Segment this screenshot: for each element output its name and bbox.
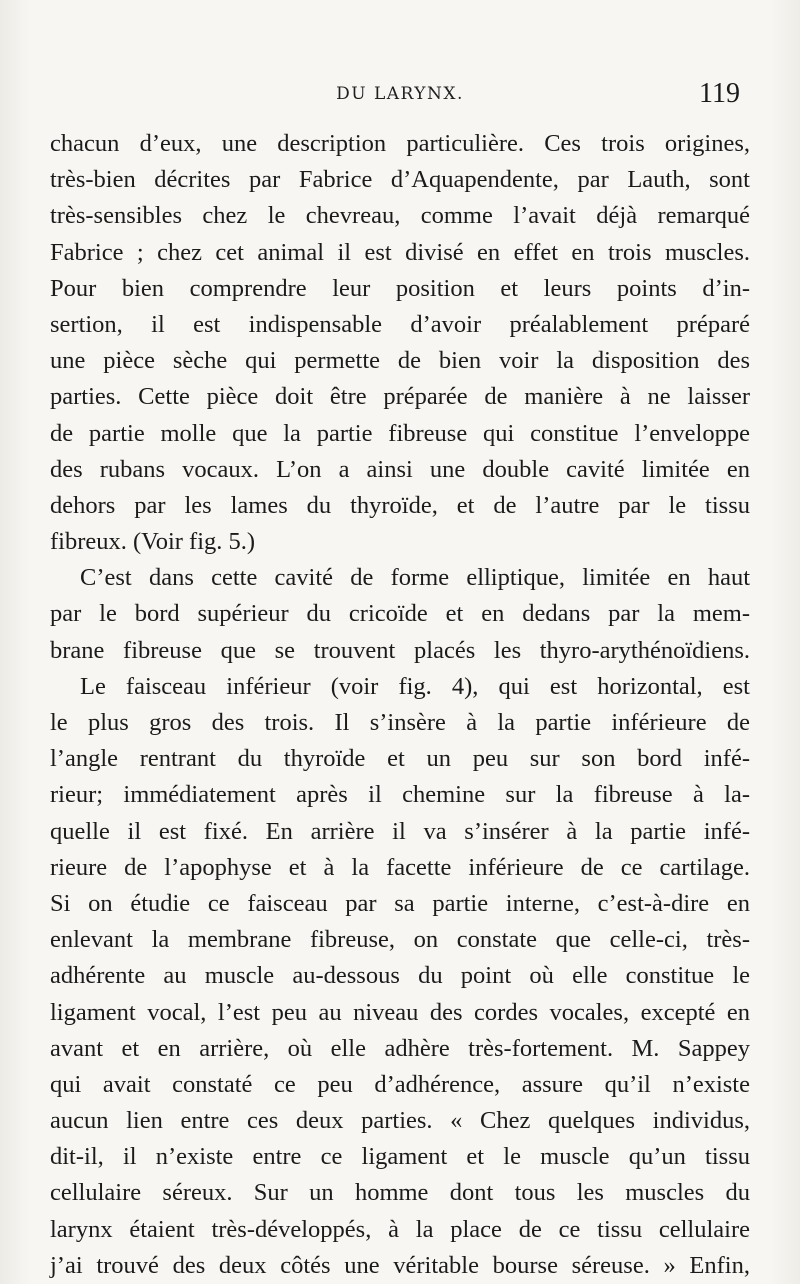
text-line: aucun lien entre ces deux parties. « Chez quelques individus, <box>50 1107 750 1135</box>
text-line: Si on étudie ce faisceau par sa partie interne, c’est-à-dire en <box>50 889 750 917</box>
text-line: rieure de l’apophyse et à la facette inférieure de ce cartilage. <box>50 853 750 881</box>
text-line: l’angle rentrant du thyroïde et un peu sur son bord infé- <box>50 745 750 773</box>
text-line: fibreux. (Voir fig. 5.) <box>50 528 256 556</box>
text-line: Le faisceau inférieur (voir fig. 4), qui est horizontal, est <box>80 672 750 700</box>
text-line: dehors par les lames du thyroïde, et de l’autre par le tissu <box>50 491 750 519</box>
text-line: très-bien décrites par Fabrice d’Aquapendente, par Lauth, sont <box>50 166 750 194</box>
text-line: de partie molle que la partie fibreuse qui constitue l’enveloppe <box>50 419 750 447</box>
text-line: avant et en arrière, où elle adhère très-fortement. M. Sappey <box>50 1034 750 1062</box>
text-line: cellulaire séreux. Sur un homme dont tous les muscles du <box>50 1179 750 1207</box>
text-line: Fabrice ; chez cet animal il est divisé en effet en trois muscles. <box>50 238 750 266</box>
text-line: j’ai trouvé des deux côtés une véritable bourse séreuse. » Enfin, <box>50 1251 750 1279</box>
text-line: larynx étaient très-développés, à la place de ce tissu cellulaire <box>50 1215 750 1243</box>
text-line: chacun d’eux, une description particulière. Ces trois origines, <box>50 130 750 157</box>
text-line: brane fibreuse que se trouvent placés les thyro-arythénoïdiens. <box>50 636 750 664</box>
text-line: adhérente au muscle au-dessous du point où elle constitue le <box>50 962 750 990</box>
text-line: très-sensibles chez le chevreau, comme l’avait déjà remarqué <box>50 202 750 230</box>
page-header <box>0 80 800 116</box>
text-line: Pour bien comprendre leur position et leurs points d’in- <box>50 274 750 302</box>
text-line: qui avait constaté ce peu d’adhérence, assure qu’il n’existe <box>50 1070 750 1098</box>
text-line: une pièce sèche qui permette de bien voir la disposition des <box>50 347 750 375</box>
page-number: 119 <box>699 78 740 109</box>
text-line: quelle il est fixé. En arrière il va s’insérer à la partie infé- <box>50 817 750 845</box>
running-head: DU LARYNX. <box>336 84 464 104</box>
text-line: sertion, il est indispensable d’avoir préalablement préparé <box>50 310 750 338</box>
text-line: le plus gros des trois. Il s’insère à la partie inférieure de <box>50 709 750 736</box>
text-line: dit-il, il n’existe entre ce ligament et le muscle qu’un tissu <box>50 1143 750 1171</box>
text-line: rieur; immédiatement après il chemine sur la fibreuse à la- <box>50 781 750 809</box>
body-text <box>50 126 750 1284</box>
text-line: parties. Cette pièce doit être préparée de manière à ne laisser <box>50 383 750 411</box>
text-line: C’est dans cette cavité de forme elliptique, limitée en haut <box>80 564 750 592</box>
text-line: ligament vocal, l’est peu au niveau des cordes vocales, excepté en <box>50 998 750 1026</box>
text-line: par le bord supérieur du cricoïde et en dedans par la mem- <box>50 600 750 628</box>
text-line: des rubans vocaux. L’on a ainsi une double cavité limitée en <box>50 455 750 483</box>
text-line: enlevant la membrane fibreuse, on constate que celle-ci, très- <box>50 926 750 954</box>
